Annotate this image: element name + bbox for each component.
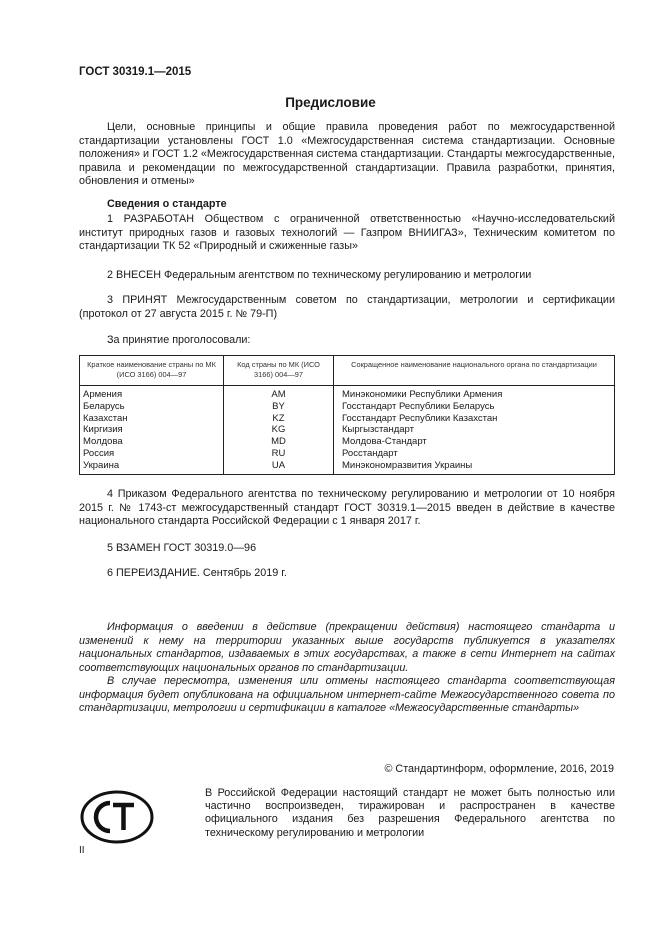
body-cell: Кыргызстандарт xyxy=(334,424,615,436)
info-paragraph-effect: Информация о введении в действие (прекращении действия) настоящего стандарта и изменений к нему на территории указанных выше государств публикуется в указателях национальных стандартов, издаваемых в этих государствах, а также в сети Интернет на сайтах соответствующих национальных органов по стандартизации. xyxy=(79,621,615,674)
country-cell: Россия xyxy=(80,448,224,460)
table-row xyxy=(80,401,615,413)
body-cell: Росстандарт xyxy=(334,448,615,460)
country-cell: Казахстан xyxy=(80,413,224,425)
item-1-developed: 1 РАЗРАБОТАН Обществом с ограниченной ответственностью «Научно-исследовательский институт природных газов и газовых технологий — Газпром ВНИИГАЗ», Техническим комитетом по стандартизации ТК 52 «Природный и сжиженные газы» xyxy=(79,213,615,253)
code-cell: BY xyxy=(224,401,334,413)
body-cell: Госстандарт Республики Казахстан xyxy=(334,413,615,425)
item-5-replaces: 5 ВЗАМЕН ГОСТ 30319.0—96 xyxy=(107,542,257,554)
body-cell: Госстандарт Республики Беларусь xyxy=(334,401,615,413)
code-cell: RU xyxy=(224,448,334,460)
body-cell: Минэкономики Республики Армения xyxy=(334,386,615,401)
code-cell: AM xyxy=(224,386,334,401)
page-title: Предисловие xyxy=(285,95,376,110)
russia-reproduction-notice: В Российской Федерации настоящий стандарт не может быть полностью или частично воспроизведен, тиражирован и распространен в качестве официального издания без разрешения Федерального агентства по техническому регулированию и метрологии xyxy=(205,787,615,839)
country-cell: Украина xyxy=(80,460,224,474)
table-row xyxy=(80,436,615,448)
voted-label: За принятие проголосовали: xyxy=(107,334,251,346)
item-3-adopted: 3 ПРИНЯТ Межгосударственным советом по стандартизации, метрологии и сертификации (протокол от 27 августа 2015 г. № 79-П) xyxy=(79,294,615,320)
voting-countries-table xyxy=(79,355,615,475)
item-2-submitted: 2 ВНЕСЕН Федеральным агентством по техническому регулированию и метрологии xyxy=(107,269,532,281)
table-row xyxy=(80,386,615,401)
table-row xyxy=(80,460,615,474)
country-cell: Беларусь xyxy=(80,401,224,413)
table-row xyxy=(80,448,615,460)
body-cell: Минэкономразвития Украины xyxy=(334,460,615,474)
info-paragraph-revision: В случае пересмотра, изменения или отмены настоящего стандарта соответствующая информация будет опубликована на официальном интернет-сайте Межгосударственного совета по стандартизации, метрологии и сертификации в каталоге «Межгосударственные стандарты» xyxy=(79,675,615,715)
code-cell: KZ xyxy=(224,413,334,425)
table-header-row xyxy=(80,356,615,386)
country-cell: Киргизия xyxy=(80,424,224,436)
about-heading: Сведения о стандарте xyxy=(107,198,227,210)
column-header-code: Код страны по МК (ИСО 3166) 004—97 xyxy=(224,356,334,386)
item-6-reissue: 6 ПЕРЕИЗДАНИЕ. Сентябрь 2019 г. xyxy=(107,567,287,579)
country-cell: Армения xyxy=(80,386,224,401)
document-code: ГОСТ 30319.1—2015 xyxy=(79,66,192,78)
code-cell: UA xyxy=(224,460,334,474)
table-row xyxy=(80,424,615,436)
code-cell: MD xyxy=(224,436,334,448)
copyright-notice: © Стандартинформ, оформление, 2016, 2019 xyxy=(384,763,614,775)
column-header-country: Краткое наименование страны по МК (ИСО 3166) 004—97 xyxy=(80,356,224,386)
column-header-body: Сокращенное наименование национального органа по стандартизации xyxy=(334,356,615,386)
table-row xyxy=(80,413,615,425)
item-4-order: 4 Приказом Федерального агентства по техническому регулированию и метрологии от 10 ноября 2015 г. № 1743-ст межгосударственный стандарт ГОСТ 30319.1—2015 введен в действие в качестве национального стандарта Российской Федерации с 1 января 2017 г. xyxy=(79,488,615,528)
page-number: II xyxy=(79,845,85,856)
code-cell: KG xyxy=(224,424,334,436)
body-cell: Молдова-Стандарт xyxy=(334,436,615,448)
country-cell: Молдова xyxy=(80,436,224,448)
rst-certification-logo-icon xyxy=(80,790,154,844)
intro-paragraph: Цели, основные принципы и общие правила проведения работ по межгосударственной стандартизации установлены ГОСТ 1.0 «Межгосударственная система стандартизации. Основные положения» и ГОСТ 1.2 «Межгосударственная система стандартизации. Стандарты межгосударственные, правила и рекомендации по межгосударственной стандартизации. Правила разработки, принятия, обновления и отмены» xyxy=(79,121,615,188)
